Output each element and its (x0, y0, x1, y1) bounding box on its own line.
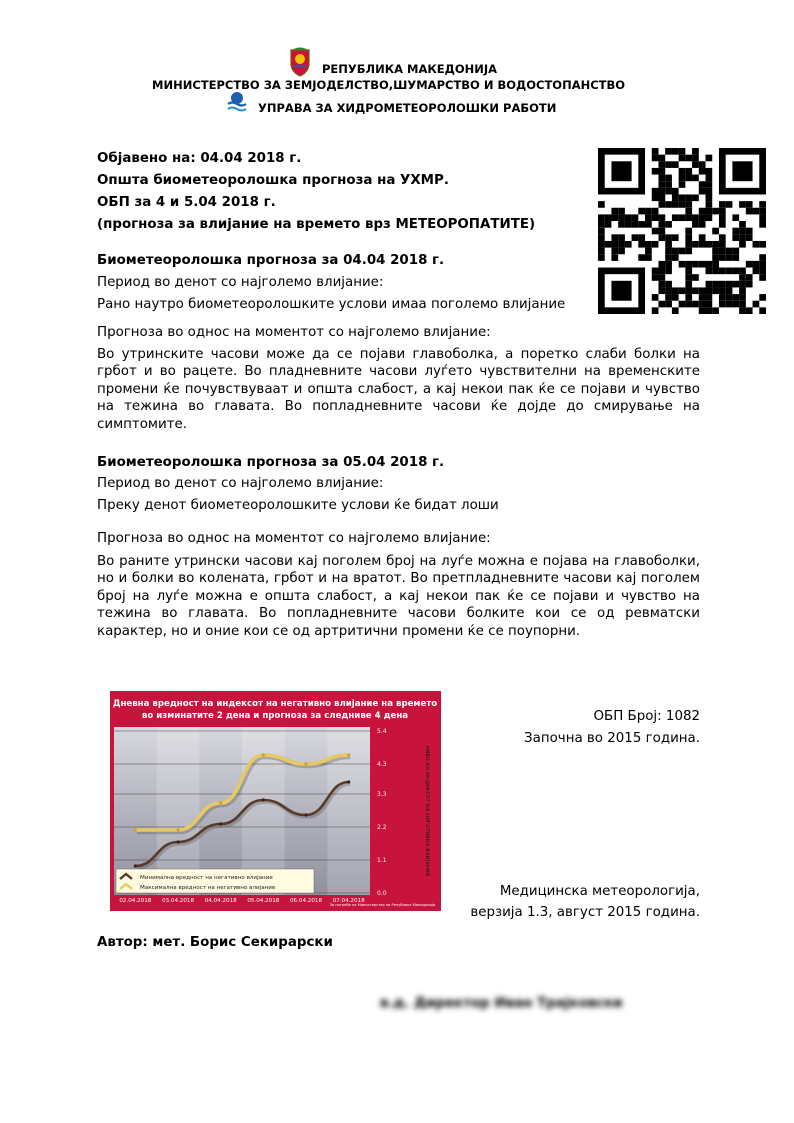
chart-title-line1: Дневна вредност на индексот на негативно влијание на времето (112, 699, 438, 709)
chart-ytick-label: 3.3 (377, 791, 387, 798)
legend-label: Максимална вредност на негативно влијание (140, 885, 276, 891)
day1-forecast-label: Прогноза во однос на моментот со најголемо влијание: (97, 325, 491, 340)
version-label: верзија 1.3, август 2015 година. (470, 905, 700, 920)
qr-code[interactable] (598, 148, 766, 314)
header-ministry: МИНИСТЕРСТВО ЗА ЗЕМЈОДЕЛСТВО,ШУМАРСТВО И ВОДОСТОПАНСТВО (152, 78, 626, 92)
day2-forecast-label: Прогноза во однос на моментот со најголемо влијание: (97, 531, 491, 546)
chart-ytick-label: 5.4 (377, 728, 387, 735)
coat-of-arms-icon (288, 47, 312, 77)
data-point-min (219, 822, 222, 825)
day2-forecast-text: Во раните утрински часови кај поголем број на луѓе можна е појава на главоболки, но и болки во колената, грбот и на вратот. Во претпладневните часови кај поголем број на луѓе можна е општа слабост, а кај некои пак ќе се појави и чувство на тежина во главата. Во попладневните часови болките кои се од ревматски карактер, но и оние кои се од артритични промени ќе се поупорни. (97, 554, 700, 639)
forecast-note: (прогноза за влијание на времето врз МЕТЕОРОПАТИТЕ) (97, 217, 536, 232)
data-point-max (134, 828, 137, 831)
day1-title: Биометеоролошка прогноза за 04.04 2018 г. (97, 253, 445, 268)
chart-ylabel: ниво на индексот на негативно влијание (424, 745, 431, 877)
obp-number: ОБП Број: 1082 (593, 709, 700, 724)
data-point-min (134, 864, 137, 867)
day1-forecast-text: Во утринските часови може да се појави главоболка, а поретко слаби болки на грбот и во рацете. Во пладневните часови луѓето чувствителни на временските промени ќе почувствуваат и општа слабост, а кај некои пак ќе се појави и чувство на тежина во главата. Во попладневните часови ќе дојде до смирување на симптомите. (97, 347, 700, 432)
day2-period-text: Преку денот биометеоролошките услови ќе бидат лоши (97, 498, 499, 513)
chart-source: За потреба на Министерство на Република Македонија (329, 903, 435, 907)
hydromet-logo-icon (226, 90, 248, 112)
data-point-min (262, 798, 265, 801)
index-chart (110, 691, 441, 911)
chart-xtick-label: 06.04.2018 (289, 898, 323, 904)
data-point-max (347, 753, 350, 756)
chart-ytick-label: 0.0 (377, 890, 387, 897)
chart-xtick-label: 04.04.2018 (204, 898, 237, 904)
med-met-label: Медицинска метеорологија, (499, 884, 700, 899)
data-point-min (304, 813, 307, 816)
data-point-max (304, 762, 307, 765)
chart-ytick-label: 2.2 (377, 824, 387, 831)
general-forecast-title: Општа биометеоролошка прогноза на УХМР. (97, 173, 449, 188)
data-point-min (176, 840, 179, 843)
author: Автор: мет. Борис Секирарски (97, 935, 333, 950)
signature-blurred: в.д. Директор Иван Трајковски (380, 996, 623, 1011)
header-directorate: УПРАВА ЗА ХИДРОМЕТЕОРОЛОШКИ РАБОТИ (258, 101, 557, 115)
chart-xtick-label: 02.04.2018 (119, 898, 152, 904)
data-point-max (176, 828, 179, 831)
data-point-max (219, 801, 222, 804)
chart-xtick-label: 03.04.2018 (161, 898, 195, 904)
chart-ytick-label: 4.3 (377, 761, 387, 768)
chart-ytick-label: 1.1 (377, 857, 387, 864)
obp-dates: ОБП за 4 и 5.04 2018 г. (97, 195, 276, 210)
header-republic: РЕПУБЛИКА МАКЕДОНИЈА (322, 62, 498, 76)
day1-period-label: Период во денот со најголемо влијание: (97, 275, 384, 290)
data-point-min (347, 780, 350, 783)
legend-label: Минимална вредност на негативно влијание (140, 875, 273, 881)
chart-xtick-label: 07.04.2018 (332, 898, 365, 904)
chart-xtick-label: 05.04.2018 (247, 898, 280, 904)
published-date: Објавено на: 04.04 2018 г. (97, 151, 302, 166)
chart-column-stripe (327, 727, 370, 895)
day2-title: Биометеоролошка прогноза за 05.04 2018 г. (97, 455, 445, 470)
day2-period-label: Период во денот со најголемо влијание: (97, 476, 384, 491)
started-year: Започна во 2015 година. (524, 731, 700, 746)
day1-period-text: Рано наутро биометеоролошките услови имаа поголемо влијание (97, 297, 566, 312)
chart-title-line2: во изминатите 2 дена и прогноза за следниве 4 дена (141, 711, 409, 721)
data-point-max (262, 753, 265, 756)
